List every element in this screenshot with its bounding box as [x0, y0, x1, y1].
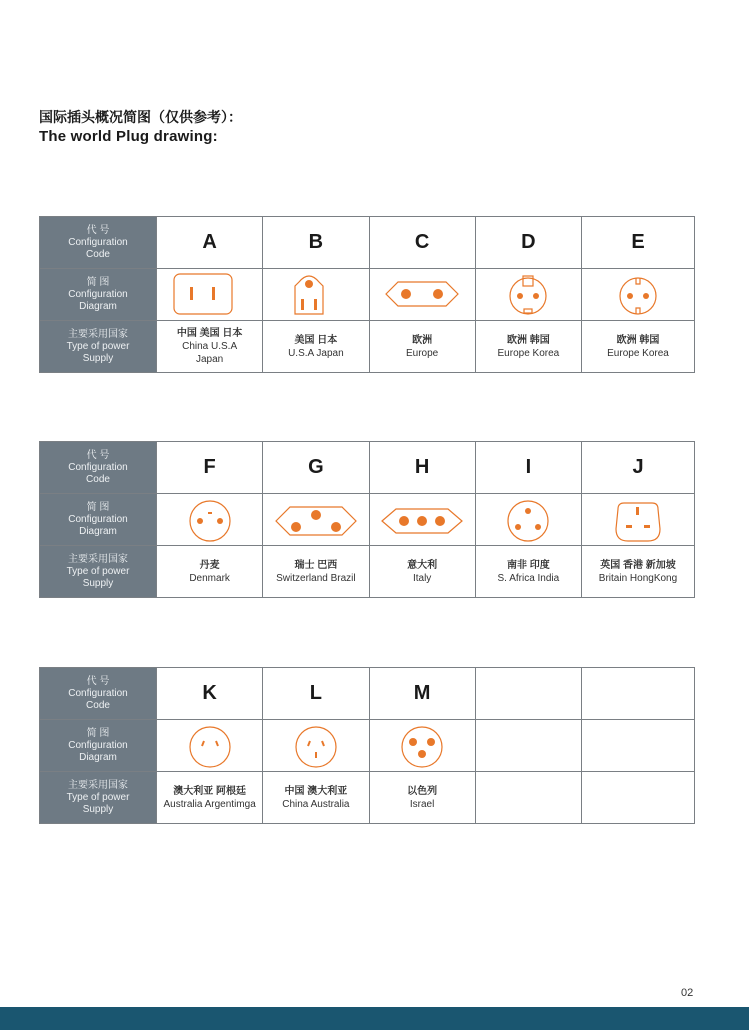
countries-en: China Australia	[282, 798, 350, 810]
code-row	[40, 442, 695, 494]
page-title	[39, 108, 242, 146]
countries-zh: 中国 澳大利亚	[284, 785, 348, 797]
countries-zh: 丹麦	[199, 559, 220, 571]
plug-countries-cell	[582, 546, 695, 598]
countries-en: Europe Korea	[607, 347, 669, 359]
plug-diagram-cell	[263, 269, 369, 321]
plug-code-cell	[582, 668, 695, 720]
row-header-en: Type of power	[66, 565, 130, 577]
countries-en: Australia Argentimga	[163, 798, 256, 810]
plug-countries-cell	[582, 321, 695, 373]
plug-m-icon	[372, 723, 472, 769]
plug-code-cell	[263, 668, 369, 720]
countries-zh: 中国 美国 日本	[176, 328, 243, 339]
countries-zh: 英国 香港 新加坡	[600, 559, 676, 571]
plug-code: B	[308, 231, 324, 253]
plug-e-icon	[588, 272, 688, 318]
plug-diagram-cell	[369, 269, 475, 321]
row-header-supply	[40, 321, 157, 373]
plug-countries-cell	[475, 772, 581, 824]
plug-code: D	[521, 231, 536, 253]
plug-i-icon	[478, 497, 578, 543]
plug-table	[39, 441, 695, 598]
row-header-diagram	[40, 494, 157, 546]
row-header-en: Supply	[82, 352, 114, 364]
plug-c-icon	[372, 272, 472, 318]
row-header-en: Diagram	[79, 300, 117, 312]
plug-table	[39, 667, 695, 824]
footer-bar	[0, 1007, 749, 1030]
supply-row	[40, 546, 695, 598]
countries-zh: 澳大利亚 阿根廷	[173, 785, 247, 797]
row-header-en: Supply	[82, 577, 114, 589]
row-header-zh: 简 图	[86, 276, 110, 288]
plug-code-cell	[157, 217, 263, 269]
row-header-en: Configuration	[68, 513, 128, 525]
title-en: The world Plug drawing:	[39, 128, 218, 145]
plug-b-icon	[266, 272, 366, 318]
plug-diagram-cell	[475, 720, 581, 772]
plug-code: C	[414, 231, 430, 253]
countries-en: U.S.A Japan	[288, 347, 344, 359]
plug-code-cell	[369, 668, 475, 720]
plug-diagram-cell	[475, 269, 581, 321]
plug-a-icon	[160, 272, 260, 318]
plug-code: A	[202, 231, 217, 253]
plug-diagram-cell	[475, 494, 581, 546]
row-header-en: Supply	[82, 803, 114, 815]
plug-countries-cell	[157, 546, 263, 598]
row-header-en: Type of power	[66, 340, 130, 352]
plug-code-cell	[263, 217, 369, 269]
supply-row	[40, 321, 695, 373]
plug-code-cell	[157, 668, 263, 720]
countries-en: Israel	[409, 798, 435, 810]
row-header-zh: 代 号	[86, 449, 110, 461]
countries-zh: 美国 日本	[294, 334, 338, 346]
plug-code: M	[413, 682, 431, 704]
plug-code-cell	[263, 442, 369, 494]
countries-en: S. Africa India	[497, 572, 560, 584]
plug-k-icon	[160, 723, 260, 769]
countries-en: Denmark	[189, 572, 230, 584]
plug-countries-cell	[263, 546, 369, 598]
supply-row	[40, 772, 695, 824]
row-header-supply	[40, 546, 157, 598]
plug-j-icon	[588, 497, 688, 543]
plug-h-icon	[372, 497, 472, 543]
plug-diagram-cell	[263, 494, 369, 546]
countries-zh: 欧洲	[412, 334, 433, 346]
row-header-en: Configuration	[68, 288, 128, 300]
row-header-zh: 简 图	[86, 727, 110, 739]
row-header-supply	[40, 772, 157, 824]
plug-code: I	[525, 456, 532, 478]
plug-countries-cell	[263, 772, 369, 824]
row-header-zh: 主要采用国家	[68, 328, 128, 340]
plug-countries-cell	[475, 546, 581, 598]
row-header-en: Configuration	[68, 687, 128, 699]
plug-diagram-cell	[263, 720, 369, 772]
row-header-code	[40, 217, 157, 269]
row-header-en: Code	[86, 473, 110, 485]
plug-code: G	[308, 456, 324, 478]
row-header-en: Code	[86, 699, 110, 711]
plug-diagram-cell	[582, 720, 695, 772]
row-header-zh: 代 号	[86, 224, 110, 236]
plug-code: H	[414, 456, 430, 478]
diagram-row	[40, 494, 695, 546]
plug-diagram-cell	[157, 494, 263, 546]
countries-zh: 欧洲 韩国	[506, 334, 550, 346]
plug-code-cell	[475, 217, 581, 269]
code-row	[40, 217, 695, 269]
plug-code: L	[309, 682, 322, 704]
countries-zh: 南非 印度	[506, 559, 550, 571]
plug-g-icon	[266, 497, 366, 543]
countries-zh: 瑞士 巴西	[294, 559, 338, 571]
plug-table	[39, 216, 695, 373]
plug-code-cell	[582, 217, 695, 269]
page-number: 02	[681, 987, 694, 999]
countries-zh: 欧洲 韩国	[616, 334, 660, 346]
countries-en: Europe	[406, 347, 439, 359]
row-header-diagram	[40, 269, 157, 321]
row-header-en: Configuration	[68, 461, 128, 473]
plug-code: E	[631, 231, 645, 253]
plug-diagram-cell	[582, 494, 695, 546]
countries-en-2: Japan	[196, 354, 224, 365]
plug-code-cell	[157, 442, 263, 494]
plug-code-cell	[475, 668, 581, 720]
row-header-zh: 主要采用国家	[68, 553, 128, 565]
plug-code: F	[203, 456, 216, 478]
plug-countries-cell	[369, 546, 475, 598]
countries-en: China U.S.A	[182, 341, 238, 352]
plug-code-cell	[369, 442, 475, 494]
plug-code-cell	[475, 442, 581, 494]
countries-en: Italy	[412, 572, 432, 584]
row-header-en: Configuration	[68, 236, 128, 248]
plug-code-cell	[369, 217, 475, 269]
diagram-row	[40, 720, 695, 772]
row-header-en: Type of power	[66, 791, 130, 803]
plug-countries-cell	[157, 772, 263, 824]
row-header-en: Code	[86, 248, 110, 260]
row-header-zh: 主要采用国家	[68, 779, 128, 791]
title-zh: 国际插头概况简图（仅供参考）：	[39, 109, 242, 125]
plug-countries-cell	[369, 321, 475, 373]
row-header-diagram	[40, 720, 157, 772]
plug-countries-cell	[582, 772, 695, 824]
plug-code: J	[632, 456, 644, 478]
code-row	[40, 668, 695, 720]
row-header-code	[40, 668, 157, 720]
countries-en: Britain HongKong	[598, 572, 678, 584]
row-header-en: Configuration	[68, 739, 128, 751]
row-header-en: Diagram	[79, 751, 117, 763]
row-header-en: Diagram	[79, 525, 117, 537]
countries-zh: 以色列	[407, 785, 438, 797]
plug-countries-cell	[475, 321, 581, 373]
row-header-code	[40, 442, 157, 494]
plug-diagram-cell	[157, 720, 263, 772]
plug-d-icon	[478, 272, 578, 318]
row-header-zh: 简 图	[86, 501, 110, 513]
countries-en: Europe Korea	[497, 347, 560, 359]
diagram-row	[40, 269, 695, 321]
plug-code-cell	[582, 442, 695, 494]
countries-zh: 意大利	[407, 559, 438, 571]
plug-countries-cell	[369, 772, 475, 824]
plug-diagram-cell	[369, 494, 475, 546]
plug-countries-cell	[157, 321, 263, 373]
plug-countries-cell	[263, 321, 369, 373]
plug-f-icon	[160, 497, 260, 543]
row-header-zh: 代 号	[86, 675, 110, 687]
plug-diagram-cell	[157, 269, 263, 321]
plug-diagram-cell	[369, 720, 475, 772]
plug-l-icon	[266, 723, 366, 769]
plug-code: K	[202, 682, 217, 704]
countries-en: Switzerland Brazil	[276, 572, 356, 584]
plug-diagram-cell	[582, 269, 695, 321]
